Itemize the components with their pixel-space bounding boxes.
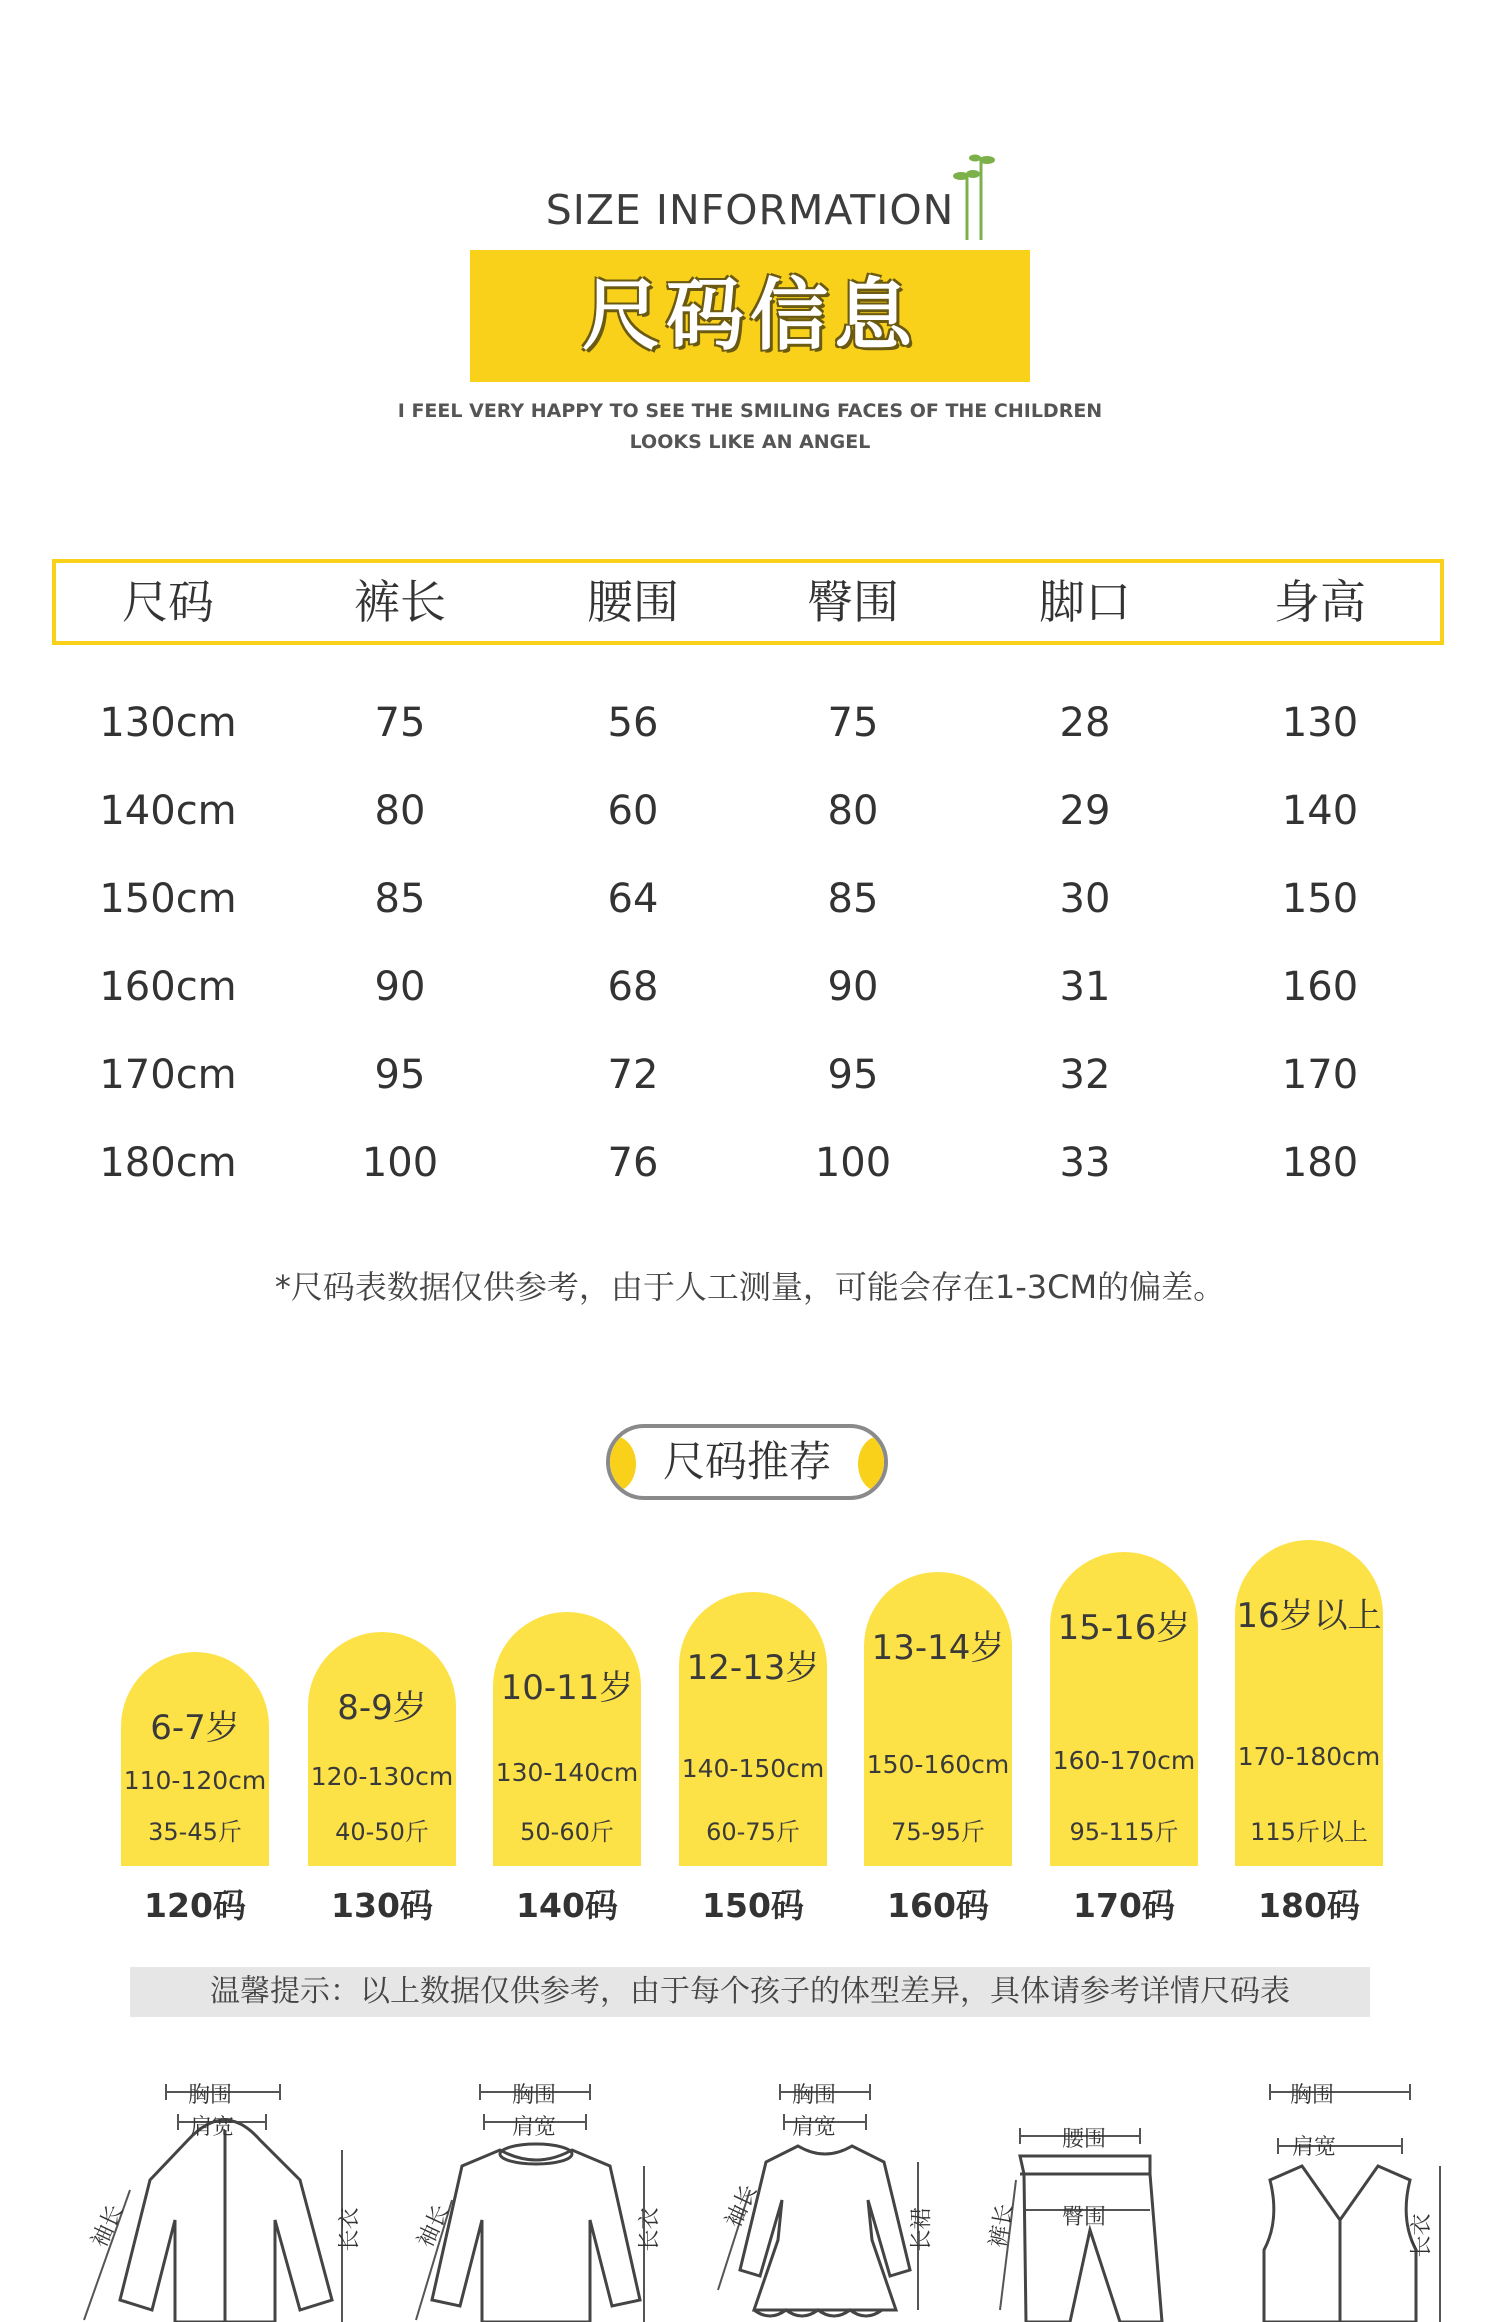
cell-waist: 60 [607,788,659,834]
cell-pants-length: 85 [374,876,426,922]
cell-pants-length: 95 [374,1052,426,1098]
tagline-line-2: LOOKS LIKE AN ANGEL [629,431,871,453]
cell-waist: 68 [607,964,659,1010]
column-height-range: 140-150cm [681,1754,825,1783]
column-weight-range: 40-50斤 [335,1818,429,1846]
cell-leg-opening: 32 [1059,1052,1111,1098]
dress-label-mid: 肩宽 [792,2115,837,2140]
column-age: 8-9岁 [337,1688,427,1728]
sweater-label-top: 胸围 [512,2083,557,2108]
dress-label-right: 长裙 [909,2207,935,2252]
vest-label-right: 长衣 [1409,2213,1435,2258]
cell-size: 130cm [99,700,237,746]
column-size-code: 170码 [1073,1886,1175,1925]
recommend-title: 尺码推荐 [662,1437,831,1486]
vest-icon [1210,2070,1480,2322]
header-hip: 臀围 [807,575,899,629]
column-weight-range: 95-115斤 [1069,1818,1179,1846]
cell-hip: 85 [827,876,879,922]
header-size: 尺码 [122,575,214,629]
cell-leg-opening: 31 [1059,964,1111,1010]
header-pants-length: 裤长 [354,575,446,629]
vest-label-mid: 肩宽 [1292,2135,1337,2160]
column-size-code: 150码 [702,1886,804,1925]
cell-waist: 76 [607,1140,659,1186]
cell-size: 140cm [99,788,237,834]
column-weight-range: 115斤以上 [1250,1818,1368,1846]
column-weight-range: 75-95斤 [891,1818,985,1846]
hoodie-label-left: 袖长 [87,2201,129,2252]
sprout-icon [945,148,1005,244]
cell-height: 130 [1281,700,1359,746]
cell-size: 170cm [99,1052,237,1098]
column-height-range: 160-170cm [1052,1746,1196,1775]
cell-hip: 95 [827,1052,879,1098]
hoodie-label-right: 长衣 [337,2207,363,2252]
cell-leg-opening: 30 [1059,876,1111,922]
cell-size: 150cm [99,876,237,922]
size-information-heading: SIZE INFORMATION [545,186,955,234]
column-age: 10-11岁 [500,1668,634,1708]
cell-leg-opening: 29 [1059,788,1111,834]
column-age: 12-13岁 [686,1648,820,1688]
dress-label-top: 胸围 [792,2083,837,2108]
cell-leg-opening: 33 [1059,1140,1111,1186]
column-age: 15-16岁 [1057,1608,1191,1648]
cell-pants-length: 100 [361,1140,439,1186]
pants-icon [990,2070,1190,2322]
cell-hip: 90 [827,964,879,1010]
cell-size: 180cm [99,1140,237,1186]
column-weight-range: 35-45斤 [148,1818,242,1846]
column-size-code: 180码 [1258,1886,1360,1925]
size-table-note: *尺码表数据仅供参考，由于人工测量，可能会存在1-3CM的偏差。 [274,1268,1226,1306]
tip-text: 温馨提示：以上数据仅供参考，由于每个孩子的体型差异，具体请参考详情尺码表 [210,1974,1290,2009]
column-height-range: 130-140cm [495,1758,639,1787]
column-weight-range: 60-75斤 [706,1818,800,1846]
cell-height: 140 [1281,788,1359,834]
cell-hip: 100 [814,1140,892,1186]
column-size-code: 140码 [516,1886,618,1925]
hoodie-label-mid: 肩宽 [190,2115,235,2140]
column-weight-range: 50-60斤 [520,1818,614,1846]
cell-height: 150 [1281,876,1359,922]
column-age: 13-14岁 [871,1628,1005,1668]
pants-label-top: 腰围 [1062,2127,1107,2152]
cell-height: 170 [1281,1052,1359,1098]
header-height: 身高 [1274,575,1366,629]
tagline-line-1: I FEEL VERY HAPPY TO SEE THE SMILING FACES OF THE CHILDREN [397,400,1103,422]
sweater-label-right: 长衣 [637,2207,663,2252]
header-leg-opening: 脚口 [1039,575,1131,629]
hoodie-label-top: 胸围 [188,2083,233,2108]
cell-pants-length: 75 [374,700,426,746]
cell-height: 160 [1281,964,1359,1010]
column-size-code: 120码 [144,1886,246,1925]
cell-pants-length: 90 [374,964,426,1010]
column-age: 6-7岁 [150,1708,240,1748]
cell-waist: 72 [607,1052,659,1098]
cell-pants-length: 80 [374,788,426,834]
cell-hip: 75 [827,700,879,746]
cell-hip: 80 [827,788,879,834]
cell-leg-opening: 28 [1059,700,1111,746]
dress-label-left: 袖长 [721,2181,763,2232]
pants-label-mid: 臀围 [1062,2205,1107,2230]
column-age: 16岁以上 [1236,1596,1382,1636]
column-size-code: 160码 [887,1886,989,1925]
cell-size: 160cm [99,964,237,1010]
sweater-label-mid: 肩宽 [512,2115,557,2140]
cell-waist: 64 [607,876,659,922]
sweater-label-left: 袖长 [413,2201,455,2252]
column-height-range: 150-160cm [866,1750,1010,1779]
column-height-range: 110-120cm [123,1766,267,1795]
cell-waist: 56 [607,700,659,746]
header-waist: 腰围 [587,575,679,629]
column-height-range: 170-180cm [1237,1742,1381,1771]
cell-height: 180 [1281,1140,1359,1186]
pants-label-left: 裤长 [985,2202,1019,2250]
banner-title: 尺码信息 [581,271,918,361]
column-size-code: 130码 [331,1886,433,1925]
column-height-range: 120-130cm [310,1762,454,1791]
vest-label-top: 胸围 [1290,2083,1335,2108]
